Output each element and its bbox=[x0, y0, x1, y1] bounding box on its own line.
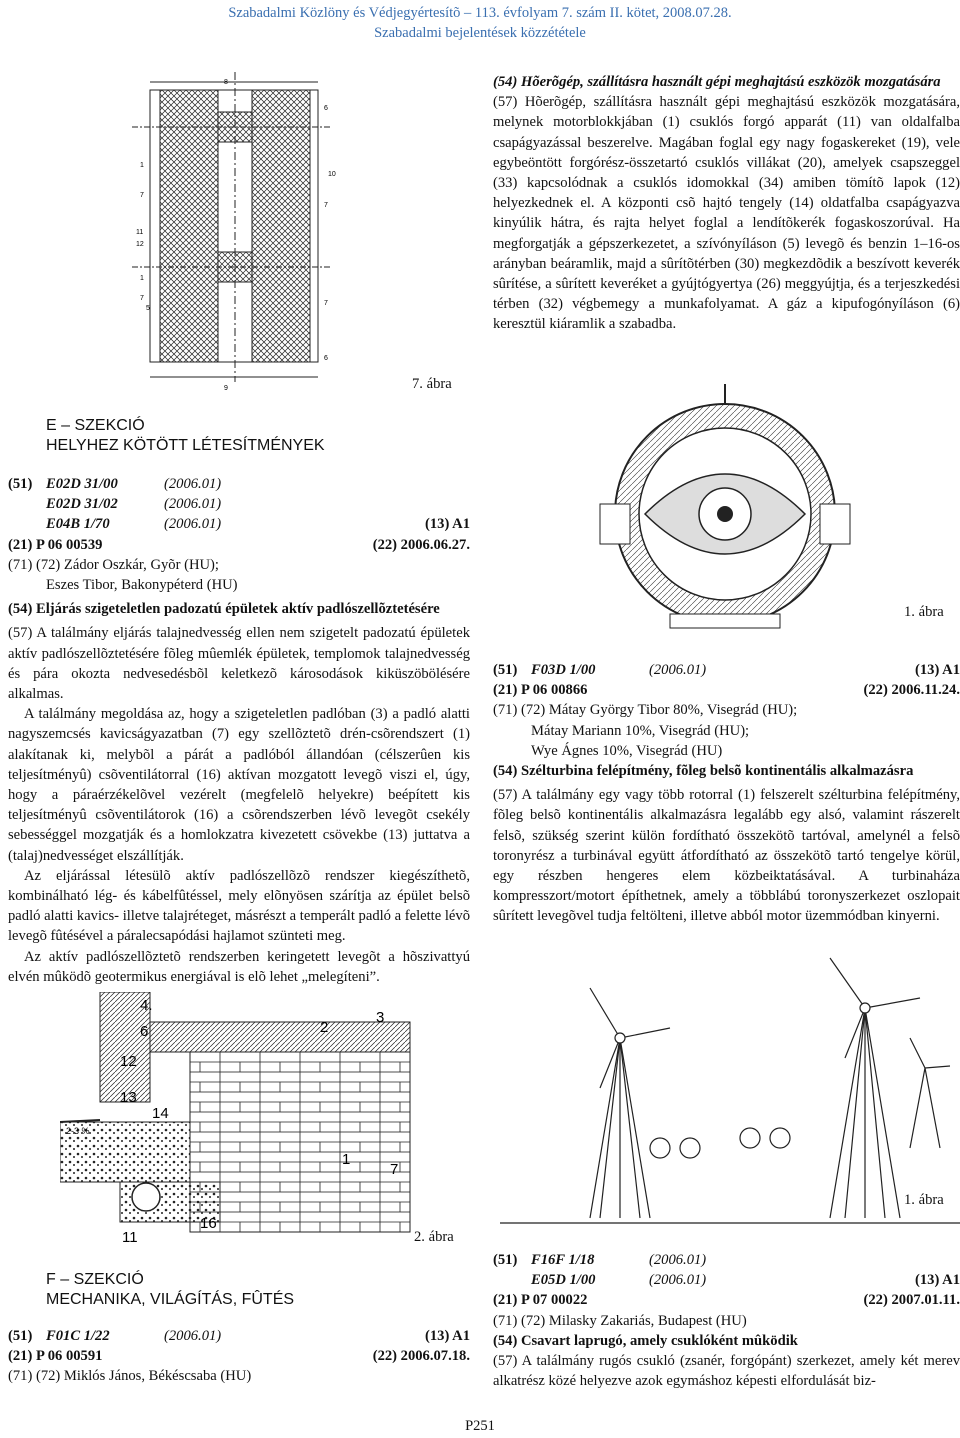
ipc-year: (2006.01) bbox=[649, 1252, 707, 1268]
fig7-label: 1 bbox=[140, 162, 144, 169]
fig2-label: 14 bbox=[152, 1105, 169, 1122]
abstract-paragraph: (57) A találmány eljárás talajnedvesség ellen nem szigetelt padozatú épületek aktív padlószellõztetésére fõleg mûemlék épületek, templomok talajnedvesség és pára okozta nedvesedésbõl keletkezõ károsodások kiküszöbölésére alkalmas. bbox=[8, 625, 470, 703]
figure-2-caption: 2. ábra bbox=[414, 1229, 454, 1245]
filing-date: (22) 2006.11.24. bbox=[863, 682, 960, 699]
ipc-row bbox=[8, 494, 470, 514]
fig7-label: 7 bbox=[140, 295, 144, 302]
applicant: (71) (72) Mátay György Tibor 80%, Visegrád (HU); bbox=[493, 702, 798, 719]
application-row bbox=[493, 680, 960, 700]
fig7-label: 10 bbox=[328, 171, 336, 178]
abstract-paragraph: (57) A találmány rugós csukló (zsanér, forgópánt) szerkezet, amely két merev alkatrész közé helyezve azok egymáshoz képesti elfordulását biz- bbox=[493, 1353, 960, 1390]
applicant: Mátay Mariann 10%, Visegrád (HU); bbox=[531, 722, 750, 739]
abstract-paragraph: Az eljárással létesülõ aktív padlószellõzõ rendszer kiegészíthetõ, kombinálható lég- és kábelfûtéssel, mely elõnyösen szárítja az épület belsõ padló alatti kavics- illetve talajréteget, másrészt a temperált padló a felette lévõ levegõ fûtésével a páralecsapódási hajlamot szünteti meg. bbox=[8, 867, 470, 945]
ipc-code: F01C 1/22 bbox=[46, 1328, 110, 1344]
ipc-code: E05D 1/00 bbox=[531, 1272, 596, 1289]
entry-title: (54) Csavart laprugó, amely csuklóként mûködik bbox=[493, 1332, 798, 1349]
fig2-label: 7 bbox=[390, 1161, 399, 1178]
kind-code: (13) A1 bbox=[425, 1328, 470, 1344]
section-header: Szabadalmi bejelentések közzététele bbox=[374, 25, 586, 41]
fig2-label: 2-3 % bbox=[66, 1126, 90, 1136]
application-number: (21) P 06 00866 bbox=[493, 682, 588, 699]
ipc-row: (51) F16F 1/18 (2006.01) bbox=[493, 1250, 960, 1270]
fig7-label: 11 bbox=[136, 229, 144, 236]
fig2-label: 4. bbox=[140, 997, 153, 1014]
entry-f01c bbox=[8, 1326, 470, 1387]
figure-7-caption: 7. ábra bbox=[412, 376, 452, 392]
ipc-code: F16F 1/18 bbox=[531, 1252, 595, 1268]
kind-code: (13) A1 bbox=[425, 516, 470, 533]
fig2-label: 11 bbox=[122, 1229, 138, 1246]
fig2-label: 3 bbox=[376, 1009, 385, 1026]
ipc-row: (51) F03D 1/00 (2006.01) (13) A1 bbox=[493, 660, 960, 680]
fig7-label: 1 bbox=[140, 275, 144, 282]
ipc-year: (2006.01) bbox=[164, 516, 222, 533]
abstract-paragraph: A találmány megoldása az, hogy a szigeteletlen padlóban (3) a padló alatti nagyszemcsés kavicságyazatban (7) egy szellõztetõ drén-csõrendszert (1) alakítanak ki, melybõl a párát a padlóból állandóan (célszerûen kis teljesítményû) csõventilátorral (16) aktívan mozgatott levegõ viszi el, úgy, hogy a páraérzékelõvel vezérelt (megfelelõ helyekre) beépített kis teljesítményû csõventilátorok (16) a csõrendszerben lévõ levegõt csekély sebességgel mozgatják és a homlokzatra kivezetett csövekbe (13) juttatva a (talaj)nedvességet elszállítják. bbox=[8, 706, 470, 864]
abstract-paragraph: (57) A találmány egy vagy több rotorral (1) felszerelt szélturbina felépítmény, fõleg belsõ kontinentális alkalmazásra legalább egy alsó, valamint rászerelt felsõ, szükség szerint külön fordítható összekötõ tartóval, amelynél a felsõ toronyrész a turbinával együtt átfordítható az összekötõ tartó tengelye körül, egy részben hengeres elem közbeiktatásával. A turbinaháza kompresszort/motort építhetnek, amely a többlábú toronyszerkezet oszlopait sûrített levegõvel tudja feltölteni, illetve abból motor üzemmódban kinyerni. bbox=[493, 787, 960, 925]
fig7-label: 7 bbox=[140, 192, 144, 199]
entry-title: (54) Szélturbina felépítmény, fõleg belsõ kontinentális alkalmazásra bbox=[493, 763, 914, 780]
fig2-label: 6 bbox=[140, 1023, 149, 1040]
application-row bbox=[8, 1346, 470, 1366]
figure-1-engine-caption: 1. ábra bbox=[904, 604, 944, 620]
fig7-label: 7 bbox=[324, 202, 328, 209]
entry-f03d bbox=[493, 660, 960, 927]
figure-1-turbine-drawing bbox=[500, 948, 960, 1228]
fig7-label: 6 bbox=[324, 355, 328, 362]
entry-e02d bbox=[8, 474, 470, 987]
application-row bbox=[8, 535, 470, 555]
ipc-code: E02D 31/02 bbox=[46, 496, 118, 513]
ipc-year: (2006.01) bbox=[164, 496, 222, 513]
figure-2-drawing bbox=[60, 992, 430, 1248]
fig7-label: 7 bbox=[324, 300, 328, 307]
ipc-row: (51) F01C 1/22 (2006.01) (13) A1 bbox=[8, 1326, 470, 1346]
kind-code: (13) A1 bbox=[915, 662, 960, 678]
applicant: (71) (72) Milasky Zakariás, Budapest (HU) bbox=[493, 1312, 747, 1329]
application-number: (21) P 06 00539 bbox=[8, 536, 103, 553]
running-header: Szabadalmi Közlöny és Védjegyértesítõ – 113. évfolyam 7. szám II. kötet, 2008.07.28. bbox=[228, 5, 732, 21]
kind-code: (13) A1 bbox=[915, 1272, 960, 1289]
fig7-label: 6 bbox=[324, 105, 328, 112]
entry-f16f bbox=[493, 1250, 960, 1391]
filing-date: (22) 2007.01.11. bbox=[863, 1292, 960, 1309]
section-e-letter: E – SZEKCIÓ bbox=[46, 417, 145, 434]
applicant: (71) (72) Miklós János, Békéscsaba (HU) bbox=[8, 1368, 252, 1385]
ipc-row bbox=[493, 1270, 960, 1290]
fig7-label: 9 bbox=[224, 385, 228, 392]
page-number: P251 bbox=[465, 1418, 495, 1434]
ipc-year: (2006.01) bbox=[649, 662, 707, 678]
filing-date: (22) 2006.07.18. bbox=[372, 1348, 470, 1365]
ipc-code: F03D 1/00 bbox=[531, 662, 596, 678]
applicant: Eszes Tibor, Bakonypéterd (HU) bbox=[46, 577, 238, 594]
fig2-label: 2 bbox=[320, 1019, 329, 1036]
applicant: (71) (72) Zádor Oszkár, Gyõr (HU); bbox=[8, 556, 219, 573]
right-top-abstract bbox=[493, 72, 960, 335]
section-f-letter: F – SZEKCIÓ bbox=[46, 1271, 144, 1288]
ipc-row: (51) E02D 31/00 (2006.01) bbox=[8, 474, 470, 494]
fig7-label: 12 bbox=[136, 241, 144, 248]
applicant: Wye Ágnes 10%, Visegrád (HU) bbox=[531, 742, 723, 759]
fig2-label: 13 bbox=[120, 1089, 137, 1106]
section-f-title: MECHANIKA, VILÁGÍTÁS, FÛTÉS bbox=[46, 1291, 295, 1308]
section-e-title: HELYHEZ KÖTÖTT LÉTESÍTMÉNYEK bbox=[46, 437, 325, 454]
figure-7-drawing bbox=[132, 72, 352, 392]
ipc-code: E04B 1/70 bbox=[46, 516, 110, 533]
ipc-year: (2006.01) bbox=[649, 1272, 707, 1289]
section-f-heading bbox=[46, 1270, 294, 1310]
figure-1-turbine-caption: 1. ábra bbox=[904, 1192, 944, 1208]
application-row bbox=[493, 1290, 960, 1310]
fig2-label: 1 bbox=[342, 1151, 351, 1168]
entry-title: (54) Eljárás szigeteletlen padozatú épületek aktív padlószellõztetésére bbox=[8, 601, 440, 618]
fig7-label: 5 bbox=[146, 305, 150, 312]
ipc-year: (2006.01) bbox=[164, 1328, 222, 1344]
filing-date: (22) 2006.06.27. bbox=[372, 536, 470, 553]
ipc-code: E02D 31/00 bbox=[46, 476, 118, 492]
section-e-heading bbox=[46, 416, 325, 456]
abstract-text: (57) Hõerõgép, szállításra használt gépi meghajtású eszközök mozgatására, melynek motorblokkjában (1) csuklós forgó apparát (11) van oldalfalba csapágyazással beszerelve. Magában foglal egy nagy fogaskereket (19), vele egybeöntött forgórész-összetartó csuklós villákat (20), amelyek csapszeggel (33) kapcsolódnak a csuklós idomokkal (34) amiben tömítõ lapok (12) helyezkednek el. A központi csõ hajtó tengely (14) oldatfalba csapágyazva kinyúlik hátra, és rajta helyet foglal a lendítõkerék fogaskoszorúval. Ha megforgatják a gépszerkezetet, a szívónyíláson (5) levegõ és benzin 1–16-os arányban beáramlik, majd a sûrítõtérben (30) megkezdõdik a beszívott keverék sûrítése, a sûrített keveréket a gyújtógyertya (26) meggyújtja, és a terjeszkedési térben (32) végbemegy a munkafolyamat. A gáz a kipufogónyíláson (6) keresztül kiáramlik a szabadba. bbox=[493, 94, 960, 333]
figure-1-engine-drawing bbox=[560, 364, 890, 634]
fig2-label: 16 bbox=[200, 1215, 217, 1232]
application-number: (21) P 07 00022 bbox=[493, 1292, 588, 1309]
ipc-year: (2006.01) bbox=[164, 476, 222, 492]
ipc-row bbox=[8, 514, 470, 534]
application-number: (21) P 06 00591 bbox=[8, 1348, 103, 1365]
fig2-label: 12 bbox=[120, 1053, 137, 1070]
abstract-title: (54) Hõerõgép, szállításra használt gépi meghajtású eszközök mozgatására bbox=[493, 74, 941, 90]
fig7-label: 8 bbox=[224, 79, 228, 86]
abstract-paragraph: Az aktív padlószellõztetõ rendszerben keringetett levegõt a hõszivattyú elvén mûködõ geotermikus energiával is elõ lehet „melegíteni”. bbox=[8, 948, 470, 985]
